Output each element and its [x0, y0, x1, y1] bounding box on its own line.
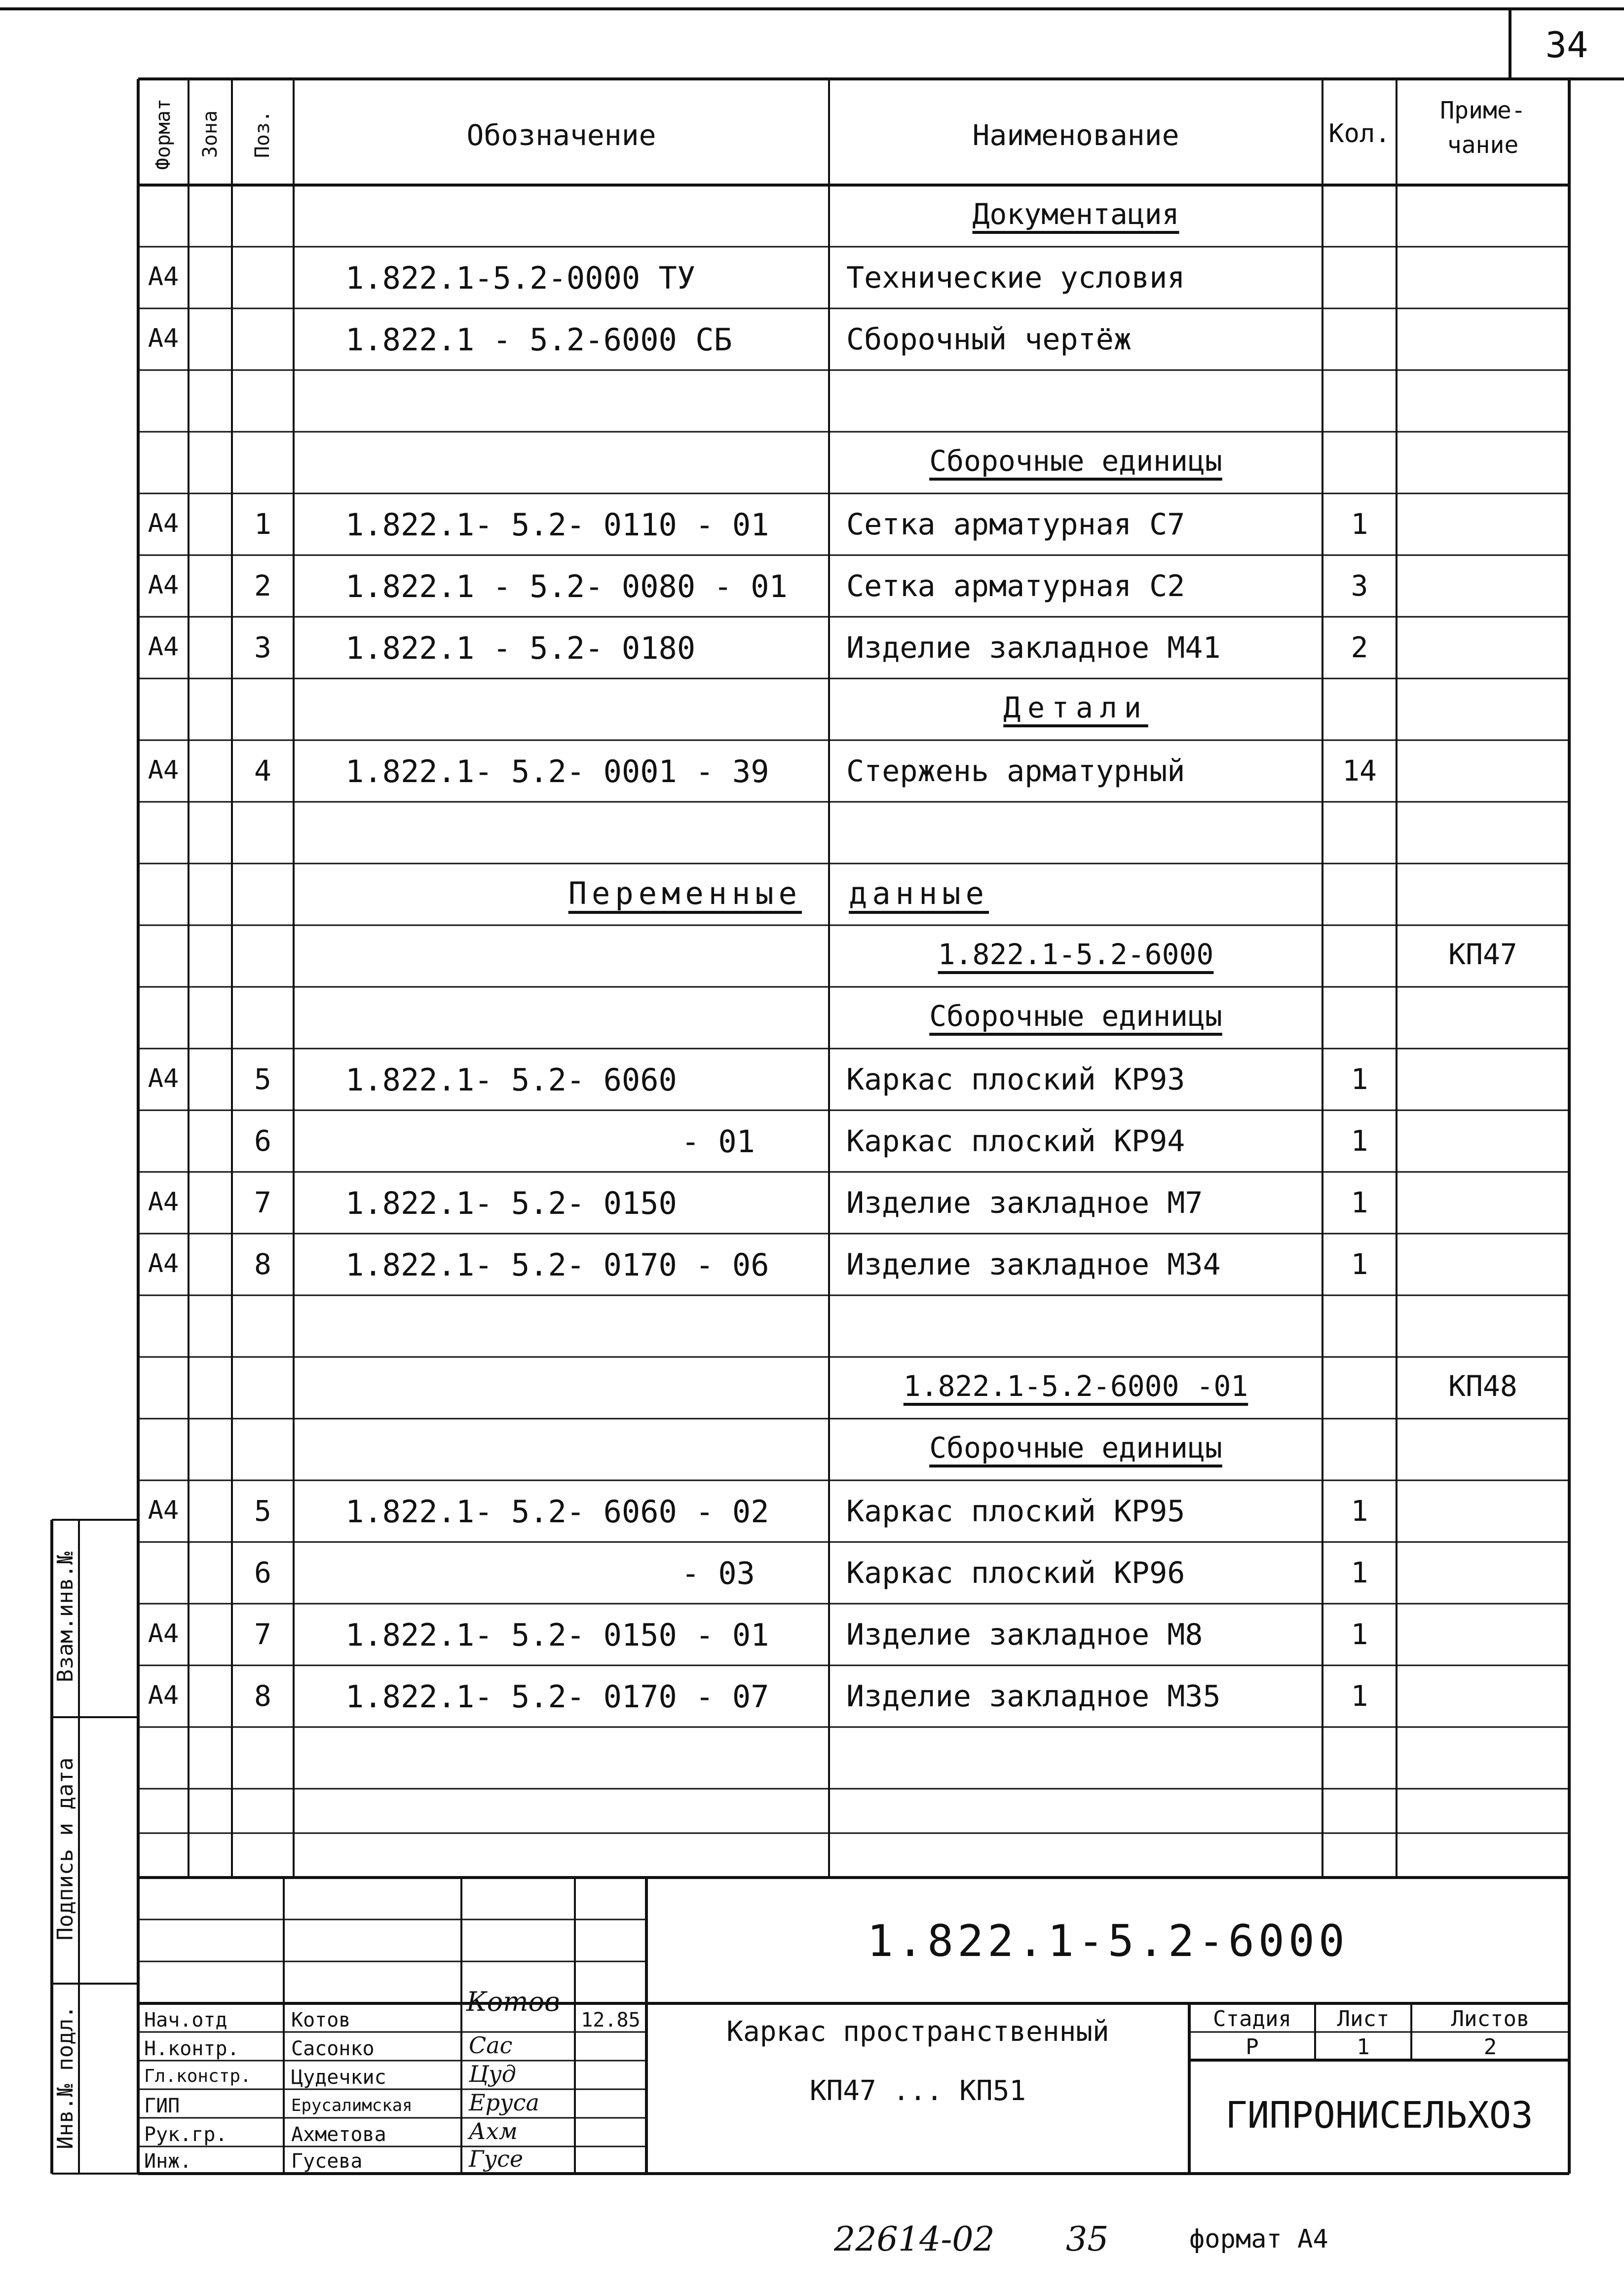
row-name: Каркас плоский КР93	[846, 1062, 1185, 1097]
header-pos: Поз.	[251, 110, 274, 158]
footer-page-number: 35	[1066, 2220, 1109, 2259]
row-qty: 1	[1351, 1617, 1368, 1651]
row-format: А4	[148, 1249, 179, 1279]
title-block-stage: Р	[1246, 2034, 1259, 2060]
section-title-documentation: Документация	[972, 197, 1179, 231]
header-name: Наименование	[972, 118, 1179, 152]
row-designation: - 01	[681, 1124, 755, 1160]
title-block-stage-label: Стадия	[1213, 2006, 1291, 2031]
variant1-subsection: Сборочные единицы	[929, 999, 1222, 1033]
row-designation: 1.822.1 - 5.2- 0180	[345, 630, 696, 666]
row-designation: 1.822.1- 5.2- 0150	[345, 1185, 677, 1221]
title-block-organization: ГИПРОНИСЕЛЬХОЗ	[1225, 2094, 1533, 2137]
row-pos: 1	[254, 507, 271, 541]
title-block-sheets-label: Листов	[1451, 2006, 1530, 2031]
row-name: Каркас плоский КР94	[846, 1124, 1185, 1159]
row-designation: 1.822.1- 5.2- 0170 - 07	[345, 1679, 769, 1715]
footer-archive-number: 22614-02	[834, 2220, 995, 2259]
row-name: Стержень арматурный	[846, 754, 1185, 789]
title-block-sheet: 1	[1357, 2034, 1370, 2060]
row-name: Технические условия	[846, 261, 1185, 295]
variable-data-title-right: данные	[849, 875, 989, 911]
side-stamp-inv: Инв.№ подл.	[53, 2005, 78, 2149]
signature-role: Гл.констр.	[144, 2066, 251, 2086]
section-title-details: Детали	[1003, 691, 1148, 724]
row-qty: 1	[1351, 1186, 1368, 1219]
row-format: А4	[148, 632, 179, 662]
row-qty: 1	[1351, 1679, 1368, 1713]
side-stamp-podpis: Подпись и дата	[53, 1757, 78, 1941]
row-pos: 7	[254, 1186, 271, 1219]
signature-role: Рук.гр.	[144, 2123, 227, 2146]
row-qty: 1	[1351, 1062, 1368, 1096]
row-pos: 2	[254, 569, 271, 602]
row-pos: 8	[254, 1247, 271, 1281]
title-block-name-line1: Каркас пространственный	[726, 2016, 1109, 2048]
row-qty: 1	[1351, 507, 1368, 541]
row-format: А4	[148, 755, 179, 785]
row-name: Изделие закладное М41	[846, 631, 1221, 665]
title-block-name-line2: КП47 ... КП51	[809, 2075, 1026, 2107]
signature-name: Цудечкис	[291, 2066, 386, 2089]
row-name: Изделие закладное М8	[846, 1617, 1203, 1652]
row-designation: 1.822.1- 5.2- 0001 - 39	[345, 753, 769, 790]
side-stamp-vzam: Взам.инв.№	[53, 1551, 78, 1683]
signature-date: 12.85	[581, 2009, 641, 2031]
signature: Сас	[469, 2032, 513, 2059]
row-name: Каркас плоский КР95	[846, 1494, 1185, 1529]
row-designation: 1.822.1- 5.2- 0170 - 06	[345, 1247, 769, 1283]
variant1-note: КП47	[1448, 938, 1517, 971]
signature-role: Инж.	[144, 2150, 192, 2173]
row-format: А4	[148, 570, 179, 600]
signature-name: Гусева	[291, 2150, 363, 2173]
row-format: А4	[148, 1619, 179, 1649]
row-qty: 1	[1351, 1494, 1368, 1528]
row-name: Каркас плоский КР96	[846, 1556, 1185, 1590]
signature-role: ГИП	[144, 2095, 180, 2117]
signature-role: Н.контр.	[144, 2037, 239, 2060]
row-format: А4	[148, 1496, 179, 1525]
signature: Цуд	[469, 2061, 516, 2087]
row-qty: 2	[1351, 631, 1368, 664]
row-name: Изделие закладное М35	[846, 1679, 1221, 1714]
row-qty: 1	[1351, 1556, 1368, 1589]
row-designation: 1.822.1 - 5.2-6000 СБ	[345, 322, 732, 358]
signature-name: Котов	[291, 2009, 351, 2031]
row-pos: 7	[254, 1617, 271, 1651]
row-qty: 1	[1351, 1124, 1368, 1158]
row-pos: 6	[254, 1124, 271, 1158]
header-format: Формат	[152, 98, 175, 170]
variant2-designation: 1.822.1-5.2-6000 -01	[903, 1369, 1248, 1403]
header-zone: Зона	[199, 110, 222, 158]
signature-name: Сасонко	[291, 2037, 375, 2060]
variant2-subsection: Сборочные единицы	[929, 1431, 1222, 1465]
row-format: А4	[148, 509, 179, 538]
row-pos: 6	[254, 1556, 271, 1589]
signature-name: Ахметова	[291, 2123, 386, 2146]
signature: Котов	[466, 1986, 560, 2017]
row-designation: 1.822.1 - 5.2- 0080 - 01	[345, 568, 788, 604]
footer-format: формат А4	[1189, 2224, 1328, 2254]
row-designation: 1.822.1- 5.2- 6060	[345, 1062, 677, 1098]
signature: Гусе	[469, 2145, 524, 2172]
row-qty: 3	[1351, 569, 1368, 602]
row-format: А4	[148, 262, 179, 292]
row-format: А4	[148, 1187, 179, 1217]
row-format: А4	[148, 1064, 179, 1093]
variant2-note: КП48	[1448, 1369, 1517, 1403]
row-qty: 1	[1351, 1247, 1368, 1281]
row-designation: 1.822.1-5.2-0000 ТУ	[345, 260, 696, 296]
row-pos: 3	[254, 631, 271, 664]
signature: Еруса	[469, 2089, 539, 2116]
row-pos: 5	[254, 1062, 271, 1096]
row-name: Сборочный чертёж	[846, 322, 1132, 357]
row-name: Изделие закладное М7	[846, 1186, 1203, 1220]
signature-role: Нач.отд	[144, 2009, 227, 2031]
row-designation: 1.822.1- 5.2- 0150 - 01	[345, 1617, 769, 1653]
row-designation: - 03	[681, 1555, 755, 1591]
header-designation: Обозначение	[466, 118, 656, 152]
row-name: Сетка арматурная С7	[846, 507, 1185, 542]
title-block-sheet-label: Лист	[1337, 2006, 1390, 2031]
title-block-sheets: 2	[1483, 2034, 1497, 2060]
row-format: А4	[148, 324, 179, 353]
signature-name: Ерусалимская	[291, 2096, 413, 2115]
header-qty: Кол.	[1328, 119, 1391, 149]
row-name: Сетка арматурная С2	[846, 569, 1185, 603]
variant1-designation: 1.822.1-5.2-6000	[938, 938, 1214, 971]
row-pos: 5	[254, 1494, 271, 1528]
section-title-assembly: Сборочные единицы	[929, 444, 1222, 478]
row-pos: 4	[254, 754, 271, 788]
page-number: 34	[1545, 24, 1588, 66]
row-qty: 14	[1342, 754, 1377, 788]
row-name: Изделие закладное М34	[846, 1247, 1221, 1282]
variable-data-title-left: Переменные	[568, 875, 802, 911]
row-designation: 1.822.1- 5.2- 6060 - 02	[345, 1494, 769, 1530]
signature: Ахм	[469, 2118, 518, 2144]
row-pos: 8	[254, 1679, 271, 1713]
title-block-doc-number: 1.822.1-5.2-6000	[867, 1916, 1349, 1966]
row-format: А4	[148, 1681, 179, 1710]
header-note: Приме- чание	[1440, 97, 1526, 159]
row-designation: 1.822.1- 5.2- 0110 - 01	[345, 507, 769, 543]
